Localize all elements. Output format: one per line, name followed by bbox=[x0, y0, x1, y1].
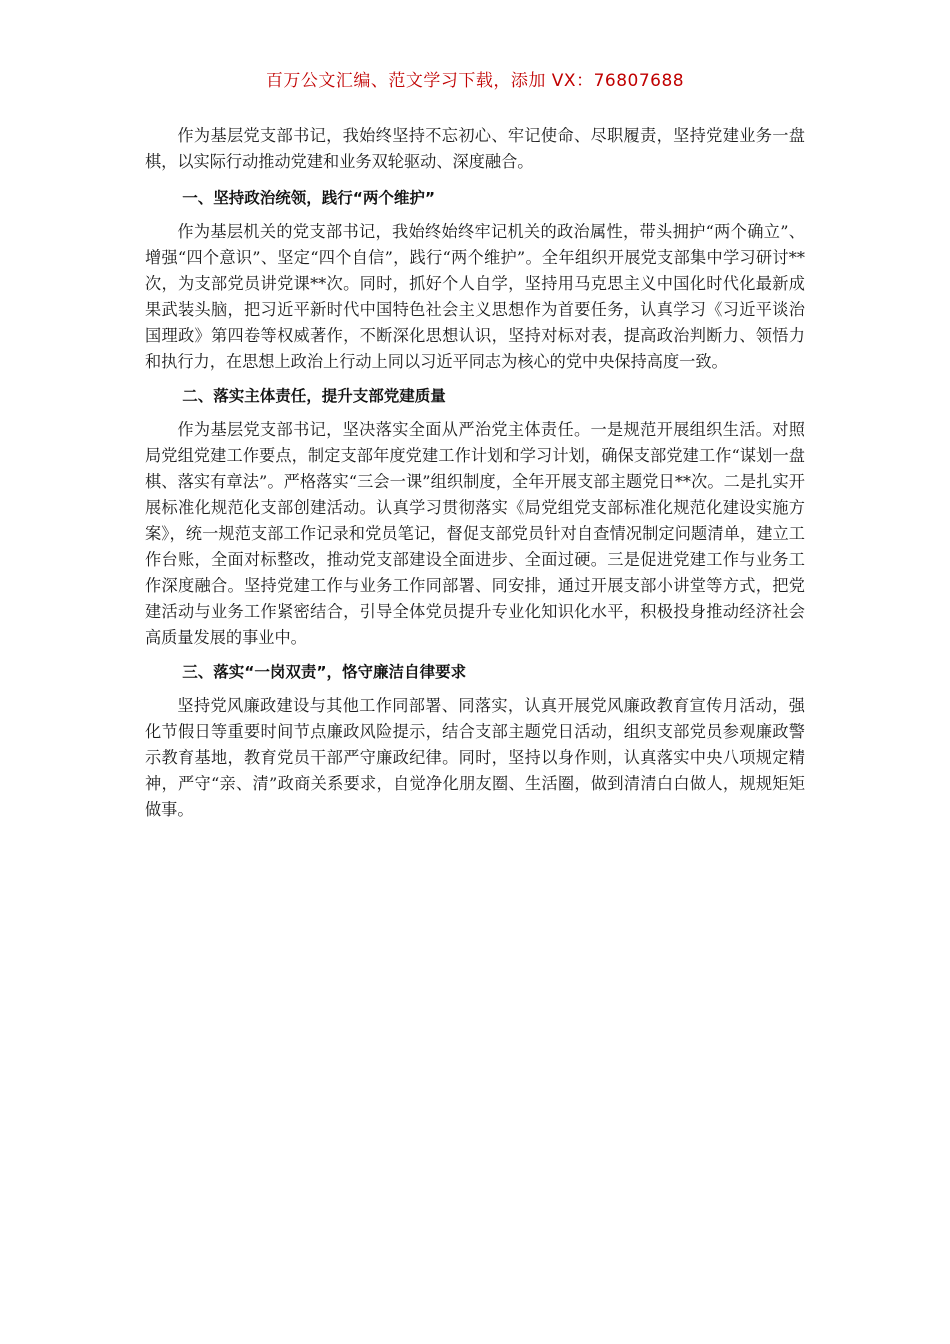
promo-banner: 百万公文汇编、范文学习下载，添加 VX：76807688 bbox=[265, 71, 685, 91]
section-heading-1: 一、坚持政治统领，践行“两个维护” bbox=[182, 189, 436, 207]
section-heading-2: 二、落实主体责任，提升支部党建质量 bbox=[182, 387, 446, 405]
section-paragraph-2: 作为基层党支部书记，坚决落实全面从严治党主体责任。一是规范开展组织生活。对照局党组党建工作要点，制定支部年度党建工作计划和学习计划，确保支部党建工作“谋划一盘棋、落实有章法”。严格落实“三会一课”组织制度，全年开展支部主题党日**次。二是扎实开展标准化规范化支部创建活动。认真学习贯彻落实《局党组党支部标准化规范化建设实施方案》，统一规范支部工作记录和党员笔记，督促支部党员针对自查情况制定问题清单，建立工作台账，全面对标整改，推动党支部建设全面进步、全面过硬。三是促进党建工作与业务工作深度融合。坚持党建工作与业务工作同部署、同安排，通过开展支部小讲堂等方式，把党建活动与业务工作紧密结合，引导全体党员提升专业化知识化水平，积极投身推动经济社会高质量发展的事业中。 bbox=[145, 420, 805, 647]
intro-paragraph: 作为基层党支部书记，我始终坚持不忘初心、牢记使命、尽职履责，坚持党建业务一盘棋，以实际行动推动党建和业务双轮驱动、深度融合。 bbox=[145, 126, 805, 171]
section-heading-3: 三、落实“一岗双责”，恪守廉洁自律要求 bbox=[182, 663, 467, 681]
section-paragraph-3: 坚持党风廉政建设与其他工作同部署、同落实，认真开展党风廉政教育宣传月活动，强化节假日等重要时间节点廉政风险提示，结合支部主题党日活动，组织支部党员参观廉政警示教育基地，教育党员干部严守廉政纪律。同时，坚持以身作则，认真落实中央八项规定精神，严守“亲、清”政商关系要求，自觉净化朋友圈、生活圈，做到清清白白做人，规规矩矩做事。 bbox=[145, 696, 805, 819]
section-paragraph-1: 作为基层机关的党支部书记，我始终始终牢记机关的政治属性，带头拥护“两个确立”、增强“四个意识”、坚定“四个自信”，践行“两个维护”。全年组织开展党支部集中学习研讨**次，为支部党员讲党课**次。同时，抓好个人自学，坚持用马克思主义中国化时代化最新成果武装头脑，把习近平新时代中国特色社会主义思想作为首要任务，认真学习《习近平谈治国理政》第四卷等权威著作，不断深化思想认识，坚持对标对表，提高政治判断力、领悟力和执行力，在思想上政治上行动上同以习近平同志为核心的党中央保持高度一致。 bbox=[145, 222, 805, 371]
document-body bbox=[145, 123, 805, 823]
